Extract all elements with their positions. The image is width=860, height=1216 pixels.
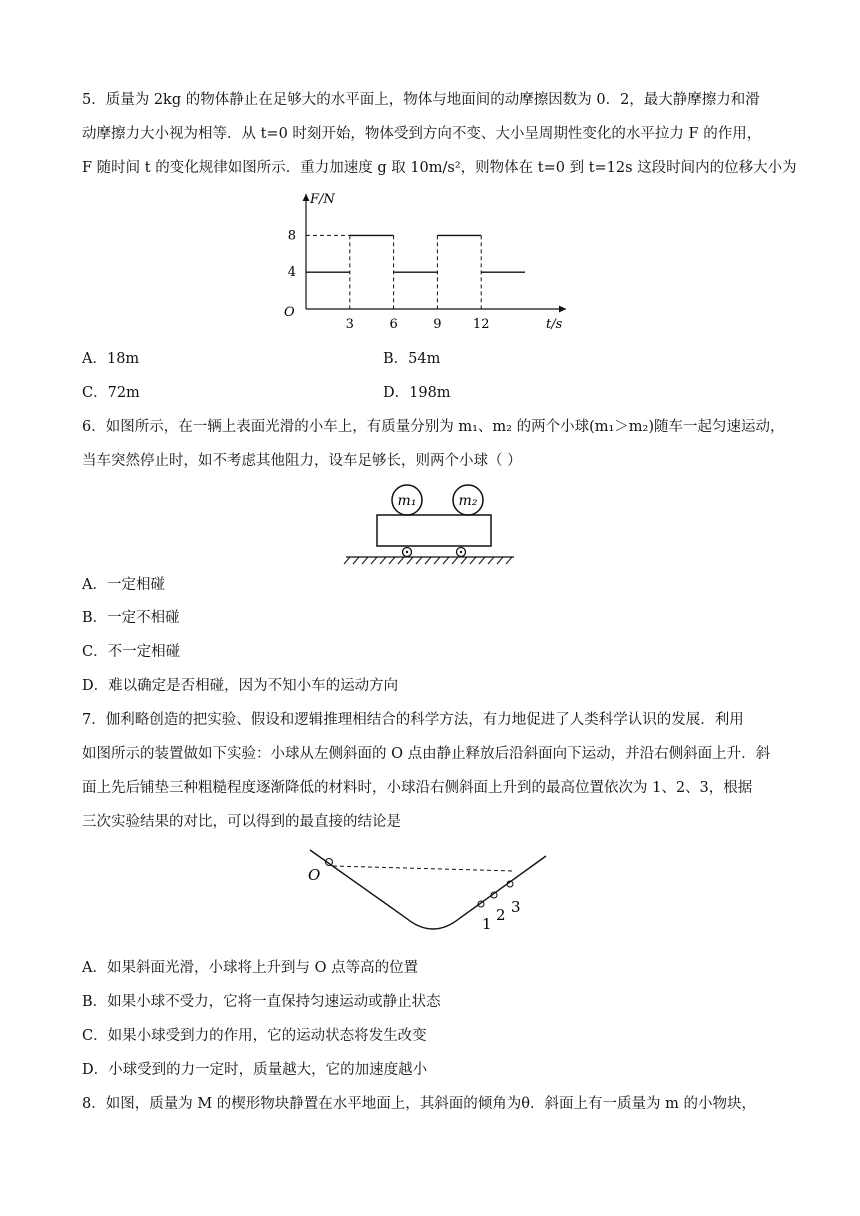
q5-option-d: D．198m xyxy=(383,385,451,401)
x-tick-label: 9 xyxy=(433,317,442,332)
q5-option-a: A．18m xyxy=(82,351,140,367)
hatch-mark xyxy=(452,557,458,564)
x-axis-label: t/s xyxy=(546,317,563,332)
hatch-mark xyxy=(497,557,503,564)
hatch-mark xyxy=(371,557,377,564)
hatch-mark xyxy=(434,557,440,564)
q7-line-1: 7．伽利略创造的把实验、假设和逻辑推理相结合的科学方法，有力地促进了人类科学认识的发展．利用 xyxy=(82,712,744,728)
incline-track xyxy=(310,850,546,929)
y-tick-label: 4 xyxy=(287,265,296,281)
hatch-mark xyxy=(479,557,485,564)
y-axis-label: F/N xyxy=(310,192,335,207)
q6-option-a: A．一定相碰 xyxy=(82,577,165,593)
hatch-mark xyxy=(407,557,413,564)
y-tick-label: 8 xyxy=(287,228,296,244)
cart-diagram xyxy=(340,478,520,566)
incline-diagram xyxy=(298,840,558,946)
q5-line-2: 动摩擦力大小视为相等．从 t=0 时刻开始，物体受到方向不变、大小呈周期性变化的水平拉力 F 的作用， xyxy=(82,126,762,142)
point-o-label: O xyxy=(308,866,321,884)
q7-line-2: 如图所示的装置做如下实验：小球从左侧斜面的 O 点由静止释放后沿斜面向下运动，并沿右侧斜面上升．斜 xyxy=(82,746,771,762)
hatch-mark xyxy=(362,557,368,564)
hatch-mark xyxy=(344,557,350,564)
hatch-mark xyxy=(488,557,494,564)
q6-line-1: 6．如图所示，在一辆上表面光滑的小车上，有质量分别为 m₁、m₂ 的两个小球(m₁＞m₂)随车一起匀速运动， xyxy=(82,419,785,435)
q5-option-c: C．72m xyxy=(82,385,140,401)
q7-option-b: B．如果小球不受力，它将一直保持匀速运动或静止状态 xyxy=(82,994,441,1010)
q8-line-1: 8．如图，质量为 M 的楔形物块静置在水平地面上，其斜面的倾角为θ．斜面上有一质量为 m 的小物块， xyxy=(82,1096,756,1112)
q7-line-3: 面上先后铺垫三种粗糙程度逐渐降低的材料时，小球沿右侧斜面上升到的最高位置依次为 1、2、3，根据 xyxy=(82,780,753,796)
ball-m1-label: m₁ xyxy=(397,493,417,509)
mark-2-label: 2 xyxy=(496,906,506,924)
y-tick-labels xyxy=(288,228,296,280)
level-dashed-line xyxy=(333,866,514,871)
q6-line-2: 当车突然停止时，如不考虑其他阻力，设车足够长，则两个小球（ ） xyxy=(82,453,522,469)
hatch-mark xyxy=(461,557,467,564)
mark-3-label: 3 xyxy=(511,898,521,916)
cart-body xyxy=(377,515,491,546)
hatch-mark xyxy=(380,557,386,564)
q7-line-4: 三次实验结果的对比，可以得到的最直接的结论是 xyxy=(82,814,401,830)
x-tick-label: 12 xyxy=(472,317,490,332)
force-steps xyxy=(306,235,525,272)
q6-option-d: D．难以确定是否相碰，因为不知小车的运动方向 xyxy=(82,678,399,694)
q7-option-d: D．小球受到的力一定时，质量越大，它的加速度越小 xyxy=(82,1062,428,1078)
q5-option-b: B．54m xyxy=(383,351,441,367)
hatch-mark xyxy=(470,557,476,564)
hatch-mark xyxy=(398,557,404,564)
hatch-mark xyxy=(506,557,512,564)
q5-line-1: 5．质量为 2kg 的物体静止在足够大的水平面上，物体与地面间的动摩擦因数为 0．2，最大静摩擦力和滑 xyxy=(82,92,760,108)
ground-hatching xyxy=(344,557,512,564)
q6-option-b: B．一定不相碰 xyxy=(82,610,180,626)
mark-1-label: 1 xyxy=(482,915,492,933)
hatch-mark xyxy=(425,557,431,564)
q6-option-c: C．不一定相碰 xyxy=(82,644,181,660)
x-tick-labels xyxy=(346,317,490,332)
force-time-graph xyxy=(276,188,576,333)
x-tick-label: 6 xyxy=(389,317,398,332)
hatch-mark xyxy=(353,557,359,564)
q7-option-a: A．如果斜面光滑，小球将上升到与 O 点等高的位置 xyxy=(82,960,419,976)
hatch-mark xyxy=(443,557,449,564)
x-tick-label: 3 xyxy=(345,317,354,332)
hatch-mark xyxy=(389,557,395,564)
q7-option-c: C．如果小球受到力的作用，它的运动状态将发生改变 xyxy=(82,1028,427,1044)
hatch-mark xyxy=(416,557,422,564)
q5-line-3: F 随时间 t 的变化规律如图所示．重力加速度 g 取 10m/s²，则物体在 t=0 到 t=12s 这段时间内的位移大小为 xyxy=(82,160,797,176)
origin-label: O xyxy=(284,305,295,320)
ball-m2-label: m₂ xyxy=(458,493,478,509)
